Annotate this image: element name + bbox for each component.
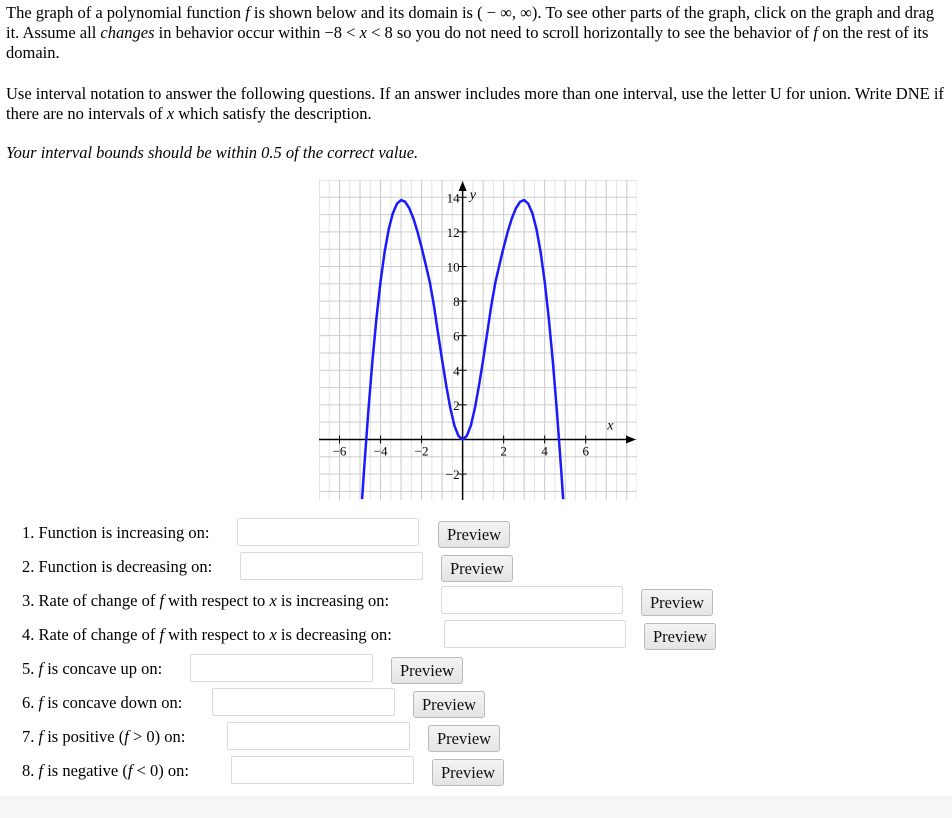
question-1-label: 1. Function is increasing on: bbox=[22, 523, 210, 542]
y-tick-label: 12 bbox=[446, 224, 460, 240]
preview-button-2[interactable]: Preview bbox=[441, 555, 513, 582]
graph-background bbox=[319, 180, 637, 500]
preview-button-3[interactable]: Preview bbox=[641, 589, 713, 616]
question-5 bbox=[22, 654, 162, 684]
question-3-label: 3. Rate of change of f with respect to x is increasing on: bbox=[22, 591, 390, 610]
question-2 bbox=[22, 552, 212, 582]
preview-button-5[interactable]: Preview bbox=[391, 657, 463, 684]
question-4-label: 4. Rate of change of f with respect to x is decreasing on: bbox=[22, 625, 392, 644]
answer-input-4[interactable] bbox=[444, 620, 626, 648]
y-tick-label: 14 bbox=[446, 190, 460, 206]
y-tick-label: 8 bbox=[453, 294, 460, 310]
intro-paragraph-2: Use interval notation to answer the following questions. If an answer includes more than one interval, use the letter U for union. Write DNE if there are no intervals of x which satisfy the description. bbox=[6, 84, 944, 123]
answer-input-8[interactable] bbox=[231, 756, 414, 784]
y-tick-label: 10 bbox=[446, 259, 460, 275]
preview-button-8[interactable]: Preview bbox=[432, 759, 504, 786]
x-tick-label: −2 bbox=[414, 443, 429, 459]
polynomial-graph[interactable] bbox=[319, 180, 637, 500]
page-footer-bar bbox=[0, 796, 952, 818]
question-6 bbox=[22, 688, 182, 718]
x-tick-label: 2 bbox=[500, 443, 507, 459]
answer-input-6[interactable] bbox=[212, 688, 395, 716]
x-axis-label: x bbox=[607, 418, 614, 434]
question-7-label: 7. f is positive (f > 0) on: bbox=[22, 727, 186, 746]
question-6-label: 6. f is concave down on: bbox=[22, 693, 183, 712]
question-8 bbox=[22, 756, 189, 786]
answer-input-1[interactable] bbox=[237, 518, 419, 546]
answer-input-5[interactable] bbox=[190, 654, 373, 682]
preview-button-1[interactable]: Preview bbox=[438, 521, 510, 548]
question-8-label: 8. f is negative (f < 0) on: bbox=[22, 761, 189, 780]
y-tick-label: −2 bbox=[445, 467, 460, 483]
x-tick-label: −6 bbox=[332, 443, 347, 459]
preview-button-6[interactable]: Preview bbox=[413, 691, 485, 718]
question-1 bbox=[22, 518, 209, 548]
x-tick-label: −4 bbox=[373, 443, 388, 459]
question-3 bbox=[22, 586, 389, 616]
question-5-label: 5. f is concave up on: bbox=[22, 659, 163, 678]
answer-input-7[interactable] bbox=[227, 722, 410, 750]
y-tick-label: 4 bbox=[453, 363, 460, 379]
y-axis-label: y bbox=[469, 188, 476, 204]
x-tick-label: 6 bbox=[582, 443, 589, 459]
intro-paragraph-1: The graph of a polynomial function f is shown below and its domain is ( − ∞, ∞). To see other parts of the graph, click on the graph and drag it. Assume all changes in behavior occur within −8 < x < 8 so you do not need to scroll horizontally to see the behavior of f on the rest of its domain. bbox=[6, 3, 935, 62]
question-4 bbox=[22, 620, 392, 650]
preview-button-4[interactable]: Preview bbox=[644, 623, 716, 650]
question-7 bbox=[22, 722, 185, 752]
x-tick-label: 4 bbox=[541, 443, 548, 459]
preview-button-7[interactable]: Preview bbox=[428, 725, 500, 752]
tolerance-note: Your interval bounds should be within 0.5 of the correct value. bbox=[6, 143, 419, 162]
answer-input-3[interactable] bbox=[441, 586, 623, 614]
question-2-label: 2. Function is decreasing on: bbox=[22, 557, 213, 576]
y-tick-label: 2 bbox=[453, 397, 460, 413]
y-tick-label: 6 bbox=[453, 328, 460, 344]
answer-input-2[interactable] bbox=[240, 552, 423, 580]
